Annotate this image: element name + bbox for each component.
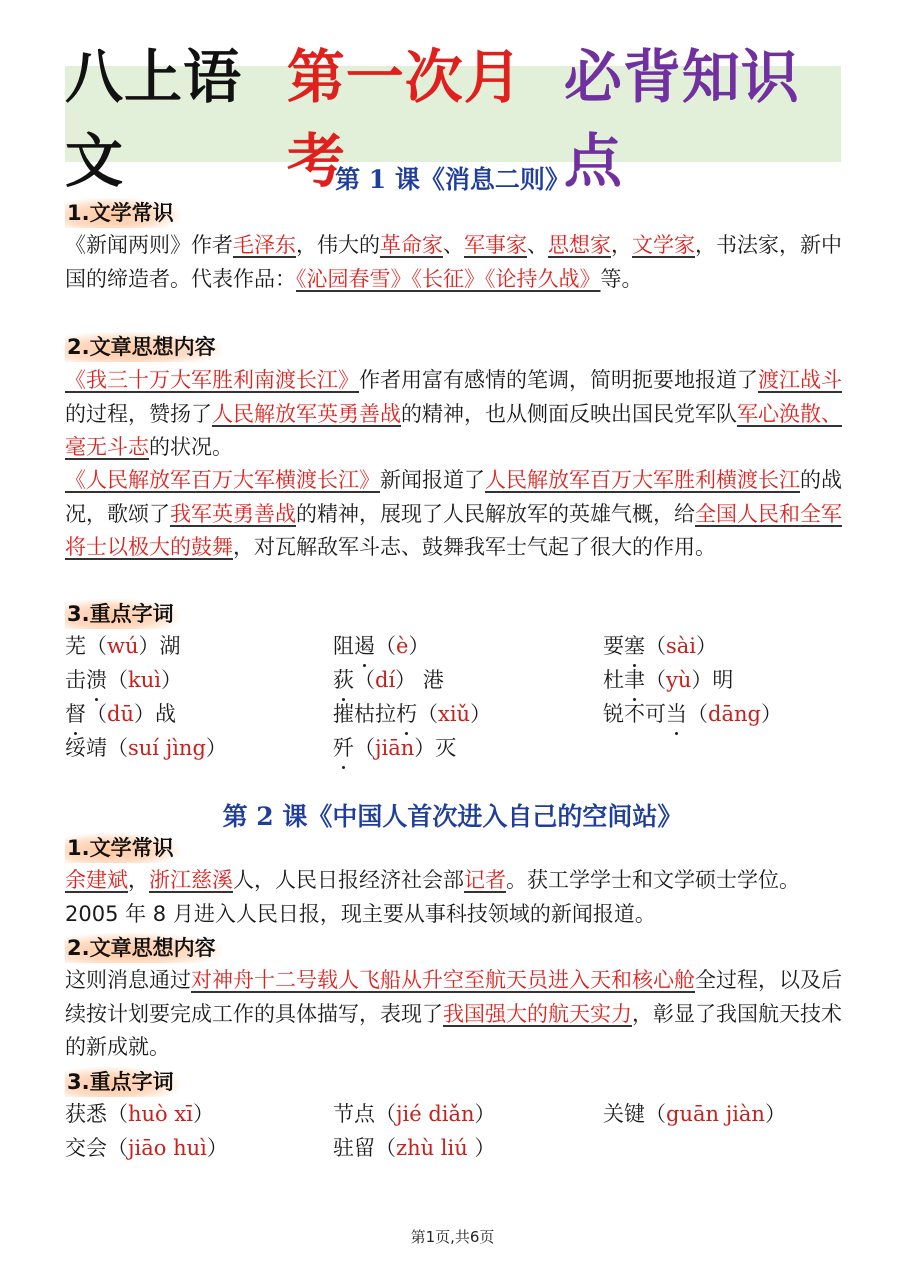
vocab-item: 驻留（zhù liú ） [333,1136,496,1160]
vocab-item: 摧枯拉朽（xiǔ） [333,698,491,732]
vocab-item: 督（dū）战 [65,698,176,732]
lesson-2-heading: 第 2 课《中国人首次进入自己的空间站》 [222,802,683,831]
lesson-1-heading: 第 1 课《消息二则》 [335,165,570,194]
title-part-2: 第一次月考 [286,43,523,195]
page-footer: 第1页,共6页 [410,1228,495,1246]
l1-section-3-title: 3.重点字词 [65,599,180,629]
l2-section-1-title: 1.文学常识 [65,833,180,863]
vocab-item: 绥靖（suí jìng） [65,736,227,760]
l2-section-1-text: 余建斌，浙江慈溪人，人民日报经济社会部记者。获工学学士和文学硕士学位。2005 年 8 月进入人民日报，现主要从事科技领域的新闻报道。 [65,868,800,926]
vocab-item: 锐不可当（dāng） [603,698,782,732]
vocab-item: 获悉（huò xī） [65,1102,214,1126]
vocab-item: 节点（jié diǎn） [333,1102,496,1126]
title-part-1: 八上语文 [65,43,243,195]
title-part-3: 必背知识点 [563,43,800,195]
l2-section-3-title: 3.重点字词 [65,1067,180,1097]
l2-section-2-text: 这则消息通过对神舟十二号载人飞船从升空至航天员进入天和核心舱全过程，以及后续按计划要完成工作的具体描写，表现了我国强大的航天实力，彰显了我国航天技术的新成就。 [65,968,842,1059]
l2-section-2-title: 2.文章思想内容 [65,933,222,963]
vocab-item: 阻遏（è） [333,630,429,664]
l1-section-1-text: 《新闻两则》作者毛泽东，伟大的革命家、军事家、思想家，文学家，书法家，新中国的缔造者。代表作品：《沁园春雪》《长征》《论持久战》等。 [65,233,842,291]
vocab-item: 交会（jiāo huì） [65,1136,228,1160]
vocab-item: 杜聿（yù）明 [603,664,733,698]
vocab-item: 歼（jiān）灭 [333,732,456,766]
vocab-item: 荻（dí） 港 [333,664,444,698]
l1-section-1-title: 1.文学常识 [65,198,180,228]
l1-section-2-para-1: 《我三十万大军胜利南渡长江》作者用富有感情的笔调，简明扼要地报道了渡江战斗的过程，赞扬了人民解放军英勇善战的精神，也从侧面反映出国民党军队军心涣散、毫无斗志的状况。 [65,368,842,459]
vocab-item: 要塞（sài） [603,630,717,664]
vocab-item: 芜（wú）湖 [65,634,181,658]
vocab-item: 击溃（kuì） [65,664,182,698]
l1-section-2-title: 2.文章思想内容 [65,332,222,362]
l1-section-2-para-2: 《人民解放军百万大军横渡长江》新闻报道了人民解放军百万大军胜利横渡长江的战况，歌颂了我军英勇善战的精神，展现了人民解放军的英雄气概，给全国人民和全军将士以极大的鼓舞，对瓦解敌军斗志、鼓舞我军士气起了很大的作用。 [65,468,842,559]
vocab-item: 关键（guān jiàn） [603,1102,786,1126]
